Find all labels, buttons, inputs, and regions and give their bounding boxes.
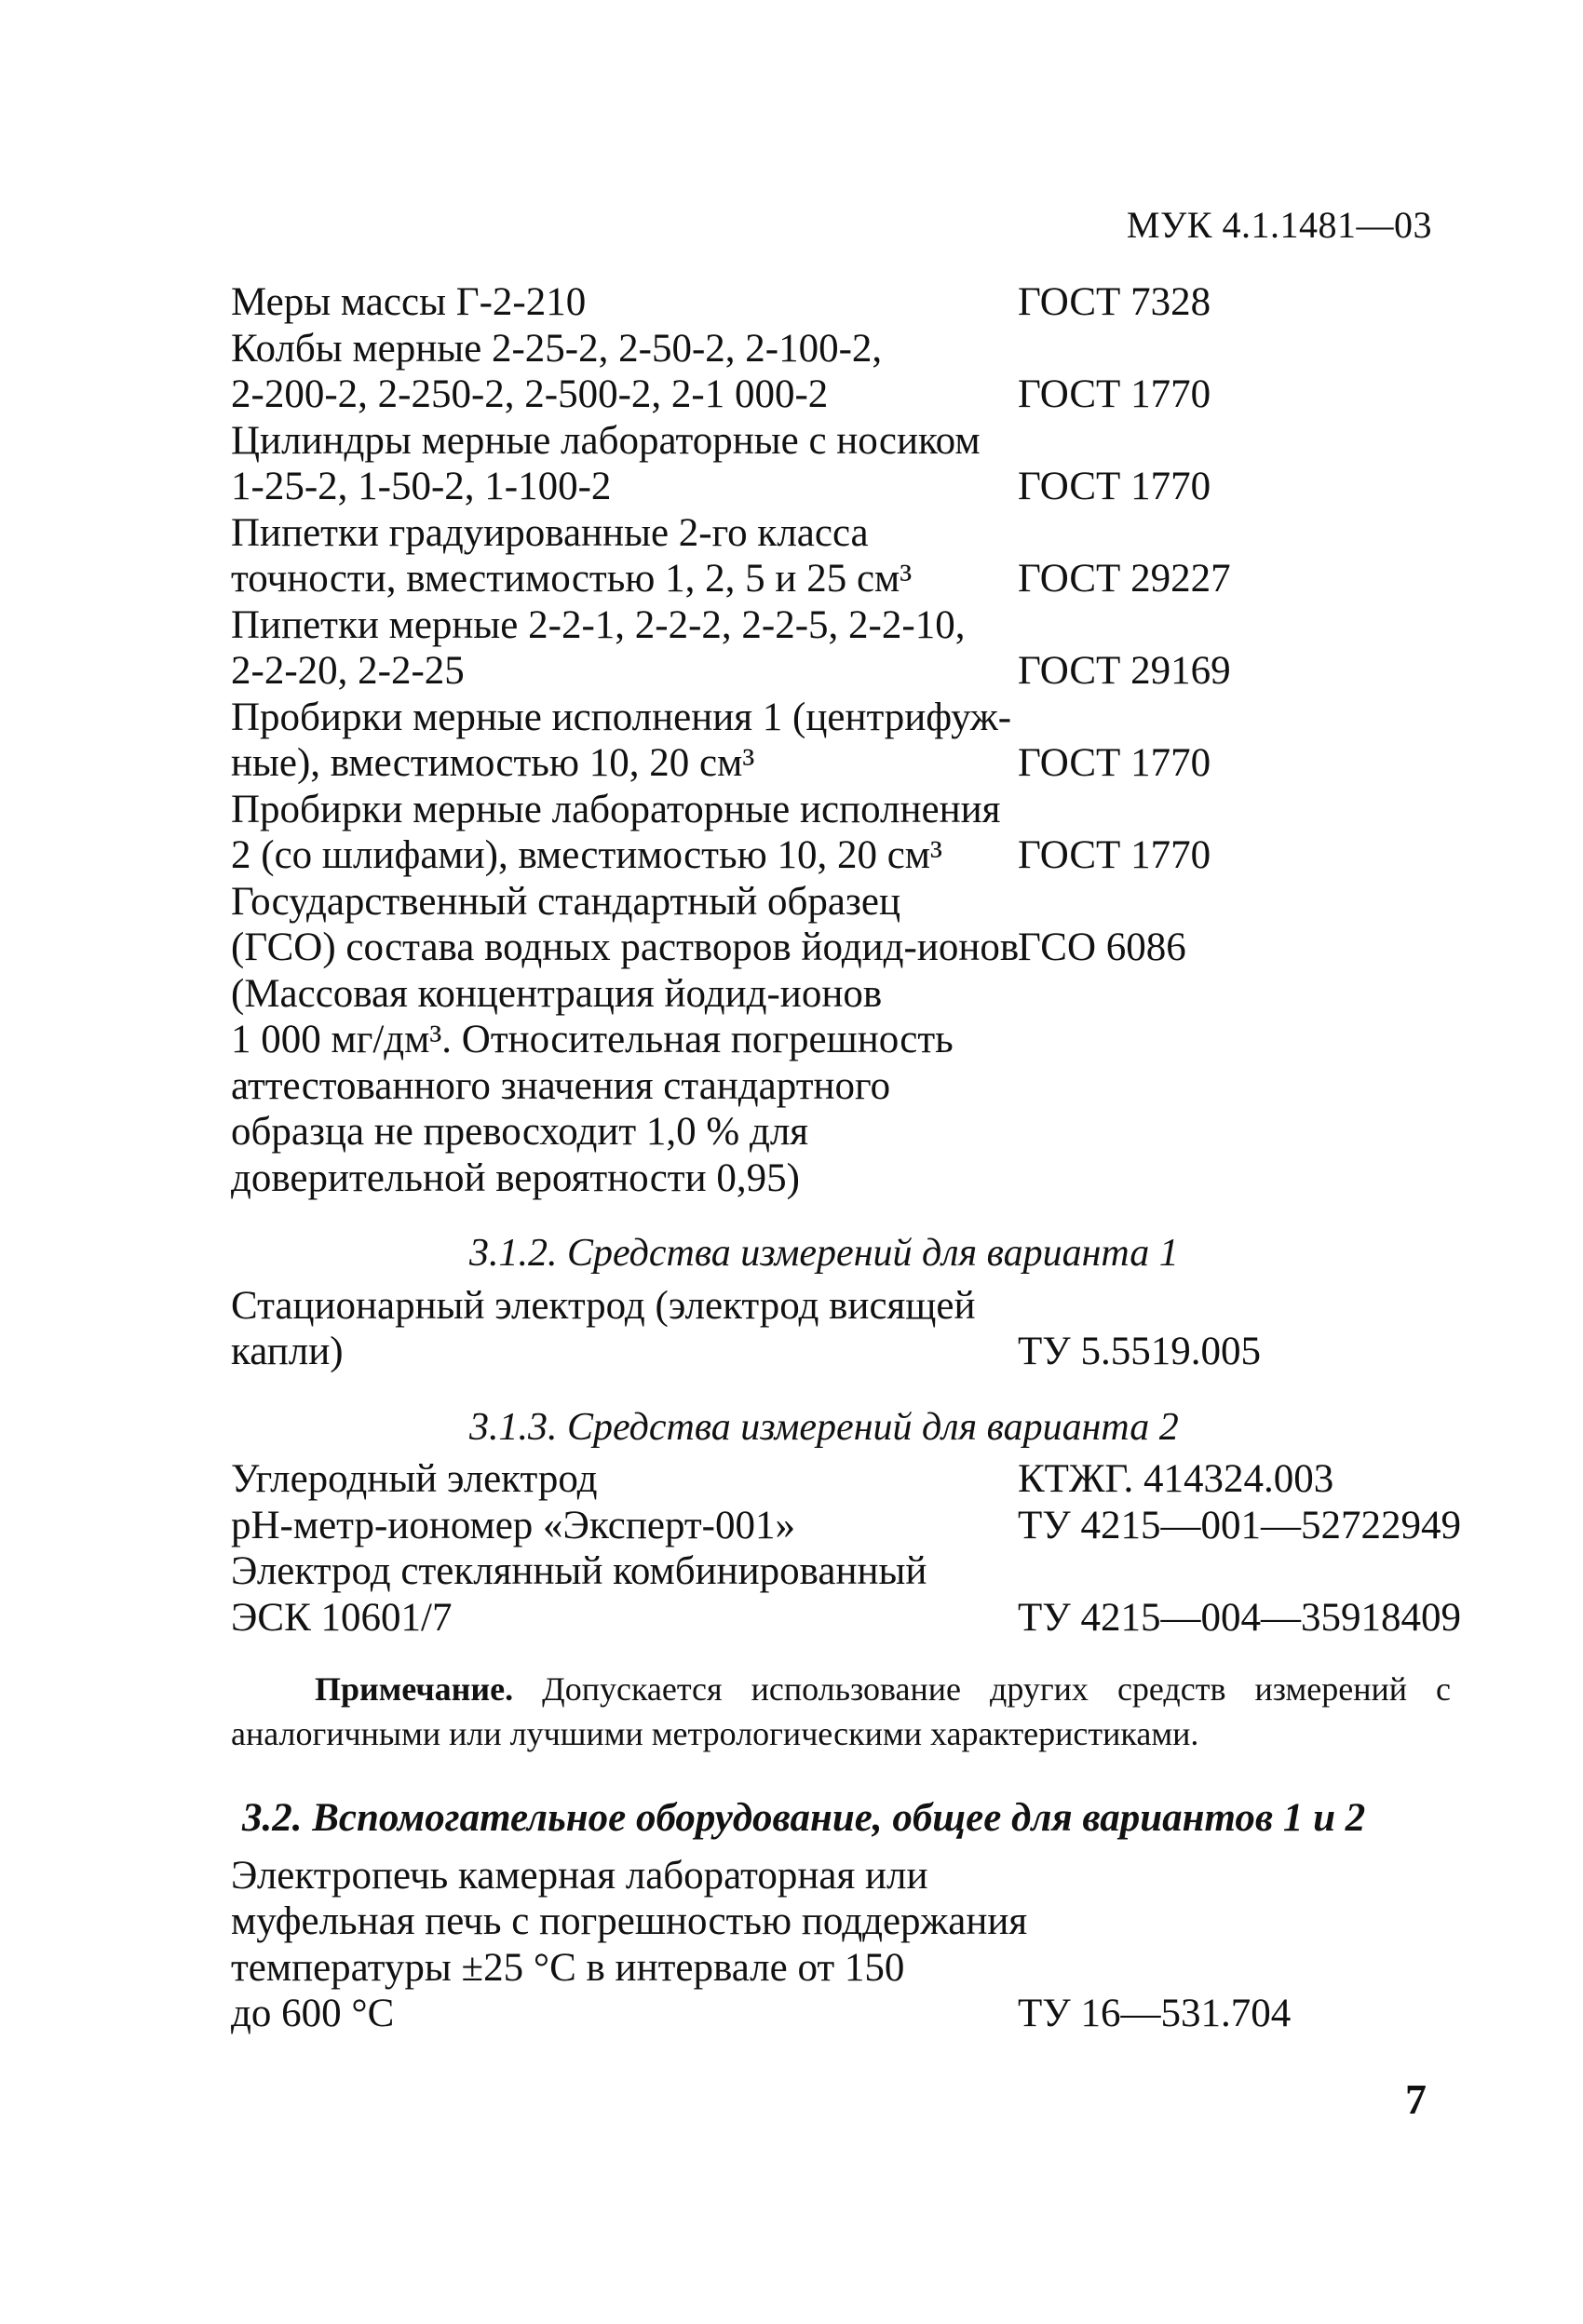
variant1-list	[231, 1283, 1451, 1375]
variant2-item-description-line: ЭСК 10601/7	[231, 1595, 453, 1640]
instrument-description-line: Колбы мерные 2-25-2, 2-50-2, 2-100-2,	[231, 326, 883, 371]
variant1-item-description-line: Стационарный электрод (электрод висящей	[231, 1283, 976, 1328]
document-code: МУК 4.1.1481—03	[1126, 204, 1432, 246]
instrument-description	[231, 695, 1018, 787]
instrument-row	[231, 279, 1451, 326]
variant2-item-standard: КТЖГ. 414324.003	[1018, 1457, 1334, 1501]
instrument-description	[231, 418, 1018, 510]
gso-note-line: 1 000 мг/дм³. Относительная погрешность	[231, 1018, 954, 1061]
instrument-row	[231, 695, 1451, 787]
variant2-item-description-line: рН-метр-иономер «Эксперт-001»	[231, 1503, 795, 1547]
instrument-standard: ГОСТ 29227	[1018, 557, 1231, 601]
instrument-description-line: Пробирки мерные исполнения 1 (центрифуж-	[231, 695, 1012, 739]
instrument-description-line: Государственный стандартный образец	[231, 879, 901, 924]
instrument-list	[231, 279, 1451, 971]
variant1-item-description	[231, 1283, 1018, 1375]
instrument-standard: ГОСТ 1770	[1018, 741, 1211, 785]
instrument-description	[231, 510, 1018, 602]
equipment-item-description-line: до 600 °С	[231, 1992, 395, 2035]
instrument-description-line: Цилиндры мерные лабораторные с носиком	[231, 418, 981, 463]
instrument-standard: ГОСТ 1770	[1018, 833, 1211, 877]
instrument-description-line: Пипетки градуированные 2-го класса	[231, 510, 869, 555]
note-label: Примечание.	[315, 1670, 514, 1708]
document-body	[231, 279, 1461, 2037]
instrument-row	[231, 787, 1451, 879]
variant2-item-description	[231, 1503, 1018, 1549]
instrument-description	[231, 326, 1018, 418]
instrument-description	[231, 787, 1018, 879]
variant2-heading: 3.1.3. Средства измерений для варианта 2	[469, 1405, 1179, 1449]
equipment-item-row	[231, 1853, 1451, 2037]
gso-note	[231, 971, 1451, 1202]
instrument-row	[231, 510, 1451, 602]
variant1-item-standard: ТУ 5.5519.005	[1018, 1330, 1261, 1373]
variant2-item-standard: ТУ 4215—001—52722949	[1018, 1503, 1461, 1547]
equipment-item-description-line: Электропечь камерная лабораторная или	[231, 1853, 928, 1898]
variant2-item-description	[231, 1548, 1018, 1641]
variant2-item-row	[231, 1503, 1461, 1549]
equipment-item-standard: ТУ 16—531.704	[1018, 1992, 1292, 2035]
variant1-heading: 3.1.2. Средства измерений для варианта 1	[469, 1232, 1179, 1275]
gso-note-line: (Массовая концентрация йодид-ионов	[231, 971, 883, 1016]
section-3-2-heading: 3.2. Вспомогательное оборудование, общее для вариантов 1 и 2	[242, 1796, 1366, 1840]
variant1-item-row	[231, 1283, 1451, 1375]
instrument-description-line: Пипетки мерные 2-2-1, 2-2-2, 2-2-5, 2-2-10,	[231, 602, 966, 647]
instrument-standard: ГСО 6086	[1018, 926, 1186, 969]
gso-note-line: образца не превосходит 1,0 % для	[231, 1110, 809, 1154]
gso-note-line: доверительной вероятности 0,95)	[231, 1155, 800, 1200]
note-paragraph	[231, 1667, 1451, 1756]
variant2-item-description-line: Углеродный электрод	[231, 1457, 598, 1501]
instrument-description-line: 2-2-20, 2-2-25	[231, 649, 465, 693]
page-number: 7	[1405, 2075, 1427, 2123]
variant2-item-row	[231, 1456, 1451, 1503]
variant2-item-standard: ТУ 4215—004—35918409	[1018, 1595, 1461, 1640]
instrument-standard: ГОСТ 7328	[1018, 280, 1211, 324]
instrument-description-line: Пробирки мерные лабораторные исполнения	[231, 787, 1001, 831]
instrument-description	[231, 879, 1018, 971]
instrument-description-line: точности, вместимостью 1, 2, 5 и 25 см³	[231, 557, 913, 601]
instrument-description-line: 2-200-2, 2-250-2, 2-500-2, 2-1 000-2	[231, 372, 829, 416]
instrument-row	[231, 418, 1451, 510]
instrument-description-line: 2 (со шлифами), вместимостью 10, 20 см³	[231, 833, 942, 877]
auxiliary-equipment-list	[231, 1853, 1451, 2037]
note-text: Допускается использование других средств измерений с аналогичными или лучшими метрологическими характеристиками.	[231, 1670, 1451, 1752]
instrument-description	[231, 602, 1018, 695]
variant2-item-row	[231, 1548, 1461, 1641]
variant2-item-description	[231, 1456, 1018, 1503]
instrument-standard: ГОСТ 1770	[1018, 465, 1211, 508]
variant2-list	[231, 1456, 1461, 1641]
gso-note-line: аттестованного значения стандартного	[231, 1063, 891, 1108]
instrument-description-line: 1-25-2, 1-50-2, 1-100-2	[231, 465, 612, 508]
variant1-item-description-line: капли)	[231, 1330, 344, 1373]
instrument-description-line: (ГСО) состава водных растворов йодид-ионов	[231, 926, 1020, 969]
instrument-description-line: ные), вместимостью 10, 20 см³	[231, 741, 755, 785]
instrument-row	[231, 602, 1451, 695]
instrument-standard: ГОСТ 29169	[1018, 649, 1231, 693]
instrument-row	[231, 879, 1451, 971]
instrument-row	[231, 326, 1451, 418]
variant2-item-description-line: Электрод стеклянный комбинированный	[231, 1549, 927, 1593]
instrument-description-line: Меры массы Г-2-210	[231, 280, 587, 324]
instrument-standard: ГОСТ 1770	[1018, 372, 1211, 416]
equipment-item-description	[231, 1853, 1028, 2037]
equipment-item-description-line: муфельная печь с погрешностью поддержания	[231, 1899, 1028, 1943]
equipment-item-description-line: температуры ±25 °С в интервале от 150	[231, 1945, 905, 1990]
instrument-description	[231, 279, 1018, 326]
